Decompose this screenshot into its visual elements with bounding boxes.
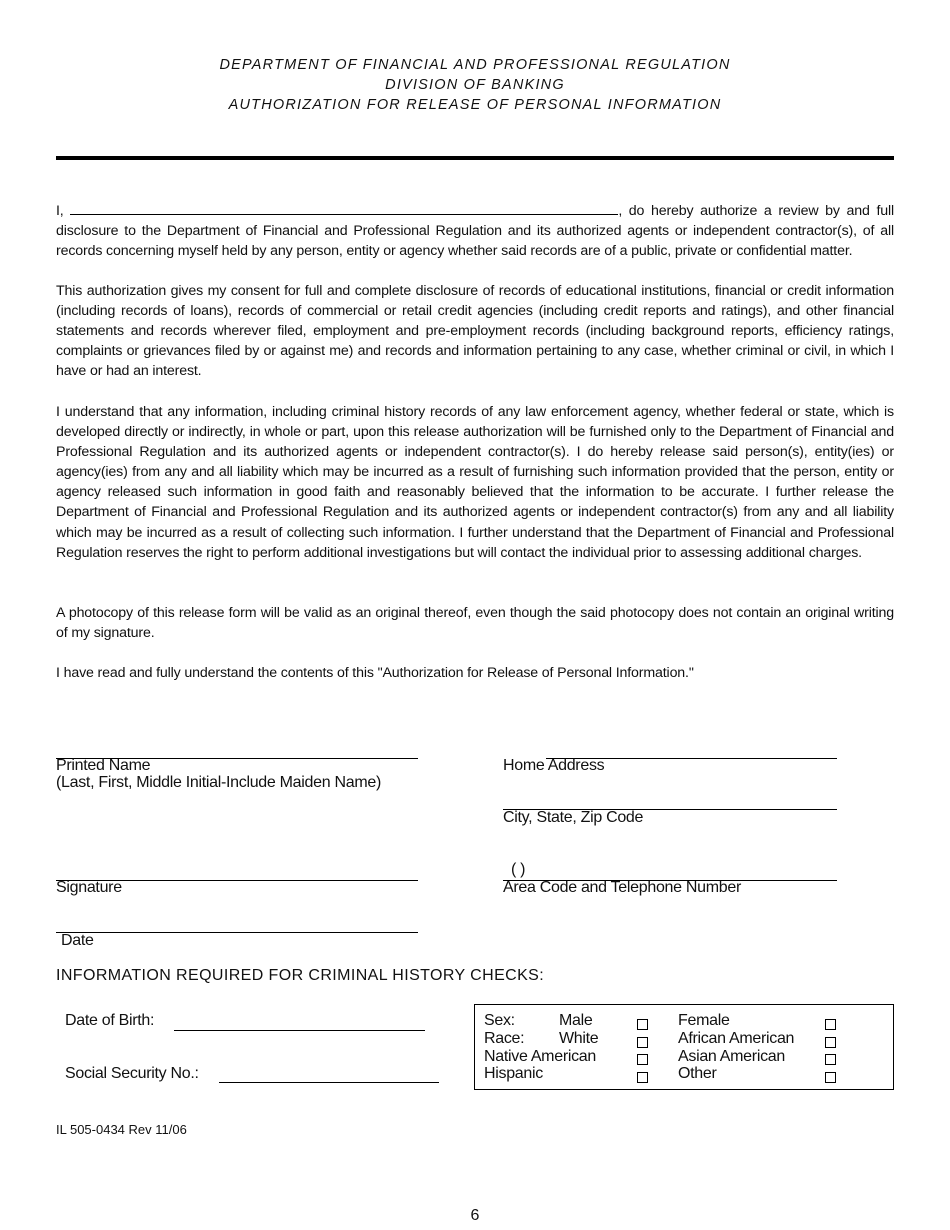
paragraph-acknowledgement: I have read and fully understand the contents of this "Authorization for Release of Personal Information." (56, 665, 694, 681)
option-female-label: Female (678, 1012, 730, 1029)
city-state-zip-label: City, State, Zip Code (503, 809, 644, 826)
printed-name-label: Printed Name (56, 757, 151, 774)
option-native-american-label: Native American (484, 1048, 596, 1065)
header-rule (56, 156, 894, 160)
home-address-label: Home Address (503, 757, 605, 774)
authorization-prefix: I, (56, 203, 64, 219)
option-hispanic-label: Hispanic (484, 1065, 543, 1082)
african-american-checkbox[interactable] (825, 1037, 836, 1048)
native-american-checkbox[interactable] (637, 1054, 648, 1065)
option-asian-american-label: Asian American (678, 1048, 785, 1065)
header-department: DEPARTMENT OF FINANCIAL AND PROFESSIONAL REGULATION (219, 57, 731, 73)
header-division: DIVISION OF BANKING (385, 77, 565, 93)
male-checkbox[interactable] (637, 1019, 648, 1030)
ssn-label: Social Security No.: (65, 1065, 199, 1082)
name-blank-line[interactable] (70, 200, 618, 215)
hispanic-checkbox[interactable] (637, 1072, 648, 1083)
option-african-american-label: African American (678, 1030, 795, 1047)
option-other-label: Other (678, 1065, 717, 1082)
paragraph-authorization (56, 200, 894, 261)
signature-label: Signature (56, 879, 122, 896)
paragraph-photocopy: A photocopy of this release form will be valid as an original thereof, even though the said photocopy does not contain an original writing of my signature. (56, 605, 894, 642)
form-number: IL 505-0434 Rev 11/06 (56, 1122, 187, 1137)
paragraph-consent: This authorization gives my consent for full and complete disclosure of records of educational institutions, financial or credit information (including records of loans), records of commercial or retail credit agencies (including credit reports and ratings), and other financial statements and records wherever filed, employment and pre-employment records (including background reports, efficiency ratings, complaints or grievances filed by or against me) and records and information pertaining to any case, whether criminal or civil, in which I have or had an interest. (56, 283, 894, 380)
printed-name-note: (Last, First, Middle Initial-Include Maiden Name) (56, 774, 381, 791)
date-line[interactable] (56, 932, 418, 933)
date-of-birth-line[interactable] (174, 1030, 425, 1031)
option-male-label: Male (559, 1012, 593, 1029)
area-code-parentheses: ( ) (511, 861, 526, 878)
authorization-text: , do hereby authorize a review by and full disclosure to the Department of Financial and Professional Regulation and its authorized agents or independent contractor(s), of all records concerning myself held by any person, entity or agency whether said records are of a public, private or confidential matter. (56, 203, 894, 260)
asian-american-checkbox[interactable] (825, 1054, 836, 1065)
race-label: Race: (484, 1030, 525, 1047)
telephone-label: Area Code and Telephone Number (503, 879, 741, 896)
criminal-history-heading: INFORMATION REQUIRED FOR CRIMINAL HISTORY CHECKS: (56, 967, 545, 984)
date-of-birth-label: Date of Birth: (65, 1012, 155, 1029)
page-number: 6 (470, 1207, 480, 1224)
other-checkbox[interactable] (825, 1072, 836, 1083)
sex-label: Sex: (484, 1012, 515, 1029)
ssn-line[interactable] (219, 1082, 439, 1083)
paragraph-release: I understand that any information, including criminal history records of any law enforcement agency, whether federal or state, which is developed directly or indirectly, in whole or part, upon this release authorization will be furnished only to the Department of Financial and Professional Regulation and its authorized agents or independent contractor(s). I do hereby release said person(s), entity(ies) or agency(ies) from any and all liability which may be incurred as a result of furnishing such information provided that the person, entity or agency released such information in good faith and reasonably believed that the information to be accurate. I further release the Department of Financial and Professional Regulation and its authorized agents or independent contractor(s) from any and all liability which may be incurred as a result of collecting such information. I further understand that the Department of Financial and Professional Regulation reserves the right to perform additional investigations but will contact the individual prior to assessing additional charges. (56, 404, 894, 561)
white-checkbox[interactable] (637, 1037, 648, 1048)
option-white-label: White (559, 1030, 599, 1047)
female-checkbox[interactable] (825, 1019, 836, 1030)
date-label: Date (61, 932, 94, 949)
header-form-title: AUTHORIZATION FOR RELEASE OF PERSONAL INFORMATION (228, 97, 722, 113)
